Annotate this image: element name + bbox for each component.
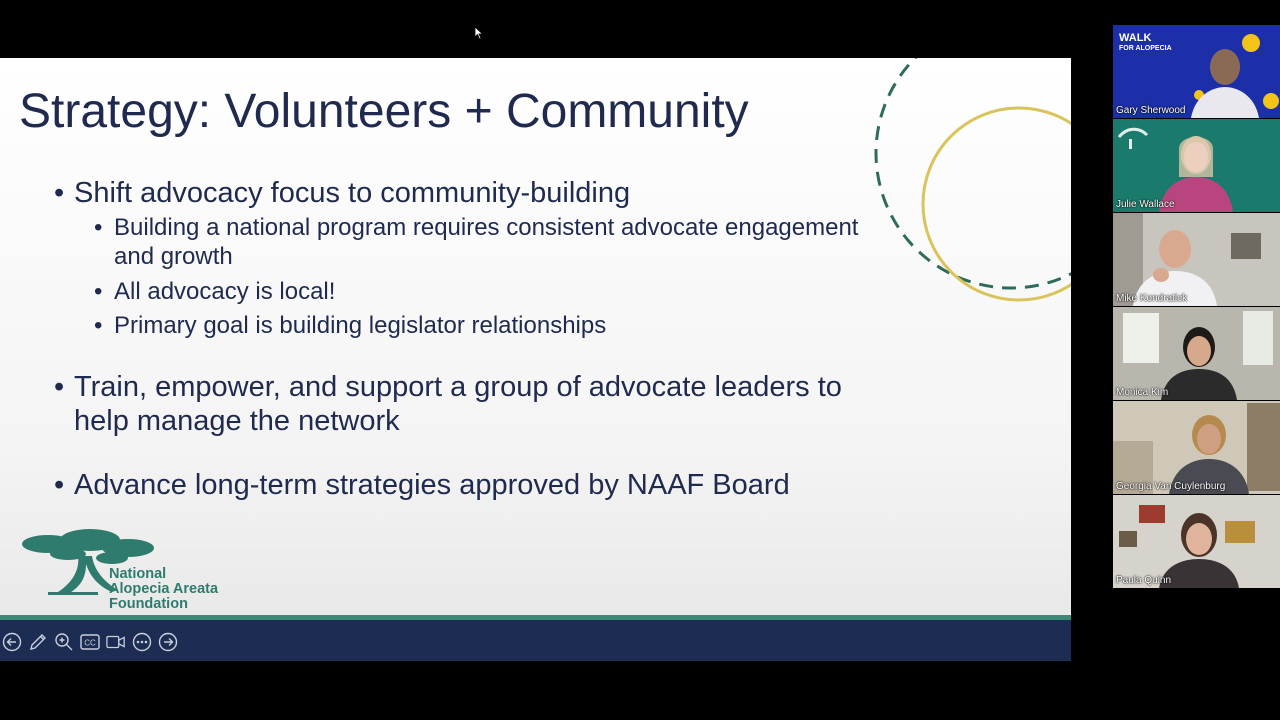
video-icon <box>106 632 126 652</box>
badge-subtitle: FOR ALOPECIA <box>1119 45 1172 52</box>
sub-bullet-item: • All advocacy is local! <box>54 277 894 306</box>
bullet-item: • Advance long-term strategies approved by NAAF Board <box>54 468 894 502</box>
bullet-list <box>54 176 894 502</box>
logo-line: Alopecia Areata <box>109 581 219 597</box>
participant-tile[interactable] <box>1113 307 1280 400</box>
video-button[interactable] <box>106 632 126 652</box>
more-options-button[interactable] <box>132 632 152 652</box>
participant-tile[interactable] <box>1113 25 1280 118</box>
badge-title: WALK <box>1119 32 1152 44</box>
participant-tile[interactable] <box>1113 401 1280 494</box>
captions-button[interactable] <box>80 632 100 652</box>
previous-slide-icon <box>2 632 22 652</box>
pen-tool-button[interactable] <box>28 632 48 652</box>
closed-captions-icon <box>80 632 100 652</box>
sub-bullet-item: • Building a national program requires consistent advocate engagement and growth <box>54 213 894 271</box>
naaf-logo <box>20 528 219 612</box>
participant-name: Paula Quinn <box>1116 575 1172 586</box>
slide-title: Strategy: Volunteers + Community <box>19 85 749 138</box>
participant-tile[interactable] <box>1113 495 1280 588</box>
next-slide-button[interactable] <box>158 632 178 652</box>
participant-tile[interactable] <box>1113 213 1280 306</box>
participant-name: Mike Kondratick <box>1116 293 1188 304</box>
presentation-slide <box>0 58 1071 615</box>
zoom-button[interactable] <box>54 632 74 652</box>
participant-tile[interactable] <box>1113 119 1280 212</box>
zoom-icon <box>54 632 74 652</box>
participant-name: Georgia Van Cuylenburg <box>1116 481 1226 492</box>
sub-bullet-item: • Primary goal is building legislator relationships <box>54 311 894 340</box>
decorative-circles <box>871 58 1071 318</box>
cc-label: CC <box>84 638 96 648</box>
participant-name: Julie Wallace <box>1116 199 1175 210</box>
presenter-toolbar <box>0 620 1071 661</box>
logo-line: Foundation <box>109 596 188 612</box>
logo-line: National <box>109 566 167 582</box>
participant-name: Gary Sherwood <box>1116 105 1186 116</box>
bullet-item: • Shift advocacy focus to community-building <box>54 176 894 210</box>
logo-text <box>109 567 218 612</box>
pen-icon <box>28 632 48 652</box>
participant-gallery <box>1113 25 1280 589</box>
more-options-icon <box>132 632 152 652</box>
mouse-cursor-icon <box>474 26 484 40</box>
bullet-item: • Train, empower, and support a group of advocate leaders to help manage the network <box>54 370 894 438</box>
previous-slide-button[interactable] <box>2 632 22 652</box>
participant-name: Monica Kim <box>1116 387 1169 398</box>
next-slide-icon <box>158 632 178 652</box>
